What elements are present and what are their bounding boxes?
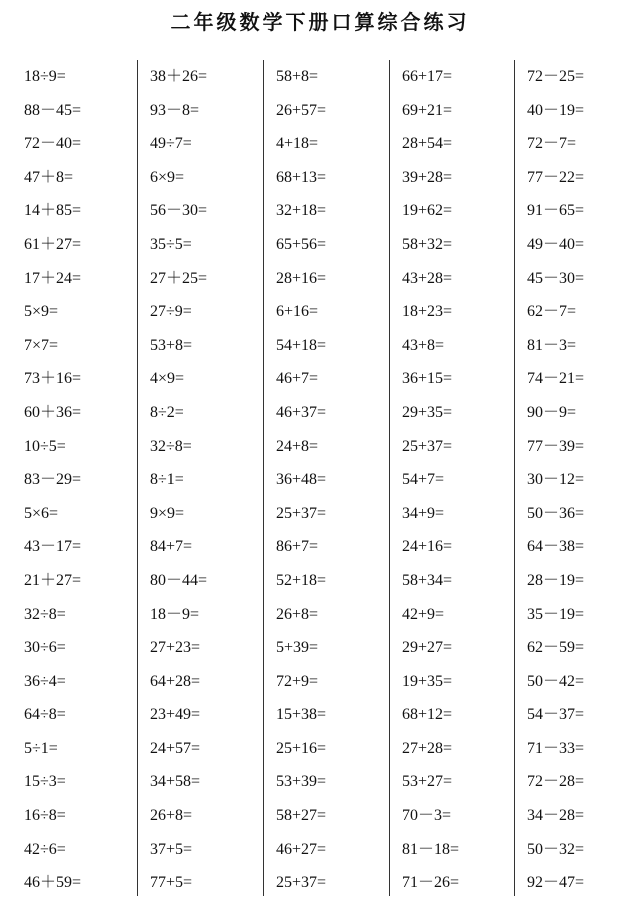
exercise-item: 37+5= xyxy=(150,840,193,858)
exercise-item: 58+34= xyxy=(402,571,453,589)
exercise-item: 15+38= xyxy=(276,706,327,724)
exercise-item: 6+16= xyxy=(276,303,319,321)
exercise-item: 62－7= xyxy=(527,303,577,321)
exercise-item: 25+37= xyxy=(276,874,327,892)
exercise-item: 60＋36= xyxy=(24,403,82,421)
exercise-item: 18÷9= xyxy=(24,68,66,85)
exercise-item: 65+56= xyxy=(276,235,327,253)
exercise-item: 73＋16= xyxy=(24,370,82,388)
exercise-item: 71－26= xyxy=(402,874,460,892)
exercise-item: 24+57= xyxy=(150,739,201,757)
exercise-column-4 xyxy=(402,60,522,900)
exercise-item: 32+18= xyxy=(276,202,327,220)
exercise-item: 10÷5= xyxy=(24,437,66,455)
exercise-item: 46+27= xyxy=(276,840,327,858)
exercise-item: 27÷9= xyxy=(150,303,192,321)
exercise-item: 68+13= xyxy=(276,168,327,186)
exercise-item: 43－17= xyxy=(24,538,82,556)
exercise-item: 50－32= xyxy=(527,840,585,858)
exercise-item: 53+8= xyxy=(150,336,193,354)
exercise-item: 83－29= xyxy=(24,471,82,489)
exercise-item: 5×6= xyxy=(24,504,59,522)
exercise-item: 43+28= xyxy=(402,269,453,287)
exercise-item: 54+18= xyxy=(276,336,327,354)
exercise-item: 40－19= xyxy=(527,101,585,119)
exercise-item: 77－22= xyxy=(527,168,585,186)
exercise-item: 19+62= xyxy=(402,202,453,220)
exercise-item: 53+27= xyxy=(402,773,453,791)
exercise-item: 27＋25= xyxy=(150,269,208,287)
exercise-item: 90－9= xyxy=(527,403,577,421)
exercise-item: 43+8= xyxy=(402,336,445,354)
exercise-item: 25+16= xyxy=(276,739,327,757)
exercise-item: 42+9= xyxy=(402,605,445,623)
exercise-item: 27+28= xyxy=(402,739,453,757)
exercise-item: 88－45= xyxy=(24,101,82,119)
exercise-item: 38＋26= xyxy=(150,68,208,85)
exercise-item: 72－28= xyxy=(527,773,585,791)
exercise-item: 18+23= xyxy=(402,303,453,321)
exercise-item: 6×9= xyxy=(150,168,185,186)
exercise-item: 54+7= xyxy=(402,471,445,489)
exercise-item: 24+16= xyxy=(402,538,453,556)
exercise-item: 34－28= xyxy=(527,807,585,825)
exercise-item: 5÷1= xyxy=(24,739,58,757)
exercise-item: 36+48= xyxy=(276,471,327,489)
exercise-grid xyxy=(0,60,640,898)
exercise-item: 72+9= xyxy=(276,672,319,690)
exercise-item: 28－19= xyxy=(527,571,585,589)
page-title: 二年级数学下册口算综合练习 xyxy=(170,10,470,34)
exercise-item: 45－30= xyxy=(527,269,585,287)
exercise-item: 4+18= xyxy=(276,135,319,153)
exercise-item: 70－3= xyxy=(402,807,452,825)
exercise-item: 36+15= xyxy=(402,370,453,388)
exercise-item: 49－40= xyxy=(527,235,585,253)
exercise-item: 68+12= xyxy=(402,706,453,724)
exercise-item: 72－40= xyxy=(24,135,82,153)
exercise-item: 36÷4= xyxy=(24,672,66,690)
exercise-item: 61＋27= xyxy=(24,235,82,253)
exercise-item: 50－36= xyxy=(527,504,585,522)
exercise-column-2 xyxy=(150,60,270,900)
exercise-item: 42÷6= xyxy=(24,840,66,858)
exercise-item: 17＋24= xyxy=(24,269,82,287)
exercise-item: 49÷7= xyxy=(150,135,192,153)
exercise-item: 74－21= xyxy=(527,370,585,388)
exercise-item: 72－7= xyxy=(527,135,577,153)
exercise-item: 8÷2= xyxy=(150,403,184,421)
exercise-item: 25+37= xyxy=(276,504,327,522)
exercise-item: 39+28= xyxy=(402,168,453,186)
exercise-item: 58+32= xyxy=(402,235,453,253)
exercise-item: 52+18= xyxy=(276,571,327,589)
exercise-item: 64+28= xyxy=(150,672,201,690)
exercise-item: 77+5= xyxy=(150,874,193,892)
exercise-item: 23+49= xyxy=(150,706,201,724)
exercise-item: 58+8= xyxy=(276,68,319,85)
exercise-column-3 xyxy=(276,60,396,900)
exercise-item: 64÷8= xyxy=(24,706,66,724)
exercise-item: 69+21= xyxy=(402,101,453,119)
exercise-item: 58+27= xyxy=(276,807,327,825)
exercise-column-5 xyxy=(527,60,640,900)
exercise-item: 28+54= xyxy=(402,135,453,153)
exercise-item: 34+9= xyxy=(402,504,445,522)
exercise-item: 4×9= xyxy=(150,370,185,388)
exercise-item: 30÷6= xyxy=(24,639,66,657)
exercise-item: 15÷3= xyxy=(24,773,66,791)
exercise-item: 46+37= xyxy=(276,403,327,421)
exercise-item: 77－39= xyxy=(527,437,585,455)
exercise-item: 35－19= xyxy=(527,605,585,623)
exercise-item: 16÷8= xyxy=(24,807,66,825)
exercise-item: 92－47= xyxy=(527,874,585,892)
exercise-column-1 xyxy=(24,60,144,900)
exercise-item: 84+7= xyxy=(150,538,193,556)
exercise-item: 64－38= xyxy=(527,538,585,556)
exercise-item: 86+7= xyxy=(276,538,319,556)
exercise-item: 72－25= xyxy=(527,68,585,85)
exercise-item: 5+39= xyxy=(276,639,319,657)
exercise-item: 5×9= xyxy=(24,303,59,321)
exercise-item: 26+57= xyxy=(276,101,327,119)
exercise-item: 19+35= xyxy=(402,672,453,690)
exercise-item: 29+27= xyxy=(402,639,453,657)
exercise-item: 14＋85= xyxy=(24,202,82,220)
exercise-item: 30－12= xyxy=(527,471,585,489)
exercise-item: 91－65= xyxy=(527,202,585,220)
exercise-item: 35÷5= xyxy=(150,235,192,253)
exercise-item: 24+8= xyxy=(276,437,319,455)
exercise-item: 8÷1= xyxy=(150,471,184,489)
exercise-item: 80－44= xyxy=(150,571,208,589)
exercise-item: 93－8= xyxy=(150,101,200,119)
exercise-item: 26+8= xyxy=(276,605,319,623)
exercise-item: 34+58= xyxy=(150,773,201,791)
exercise-item: 46＋59= xyxy=(24,874,82,892)
exercise-item: 53+39= xyxy=(276,773,327,791)
exercise-item: 50－42= xyxy=(527,672,585,690)
exercise-item: 81－3= xyxy=(527,336,577,354)
exercise-item: 46+7= xyxy=(276,370,319,388)
exercise-item: 7×7= xyxy=(24,336,59,354)
exercise-item: 21＋27= xyxy=(24,571,82,589)
exercise-item: 26+8= xyxy=(150,807,193,825)
exercise-item: 71－33= xyxy=(527,739,585,757)
exercise-item: 62－59= xyxy=(527,639,585,657)
exercise-item: 9×9= xyxy=(150,504,185,522)
exercise-item: 28+16= xyxy=(276,269,327,287)
exercise-item: 25+37= xyxy=(402,437,453,455)
exercise-item: 56－30= xyxy=(150,202,208,220)
exercise-item: 47＋8= xyxy=(24,168,74,186)
exercise-item: 81－18= xyxy=(402,840,460,858)
exercise-item: 54－37= xyxy=(527,706,585,724)
exercise-item: 66+17= xyxy=(402,68,453,85)
exercise-item: 27+23= xyxy=(150,639,201,657)
exercise-item: 29+35= xyxy=(402,403,453,421)
exercise-item: 18－9= xyxy=(150,605,200,623)
exercise-item: 32÷8= xyxy=(24,605,66,623)
exercise-item: 32÷8= xyxy=(150,437,192,455)
